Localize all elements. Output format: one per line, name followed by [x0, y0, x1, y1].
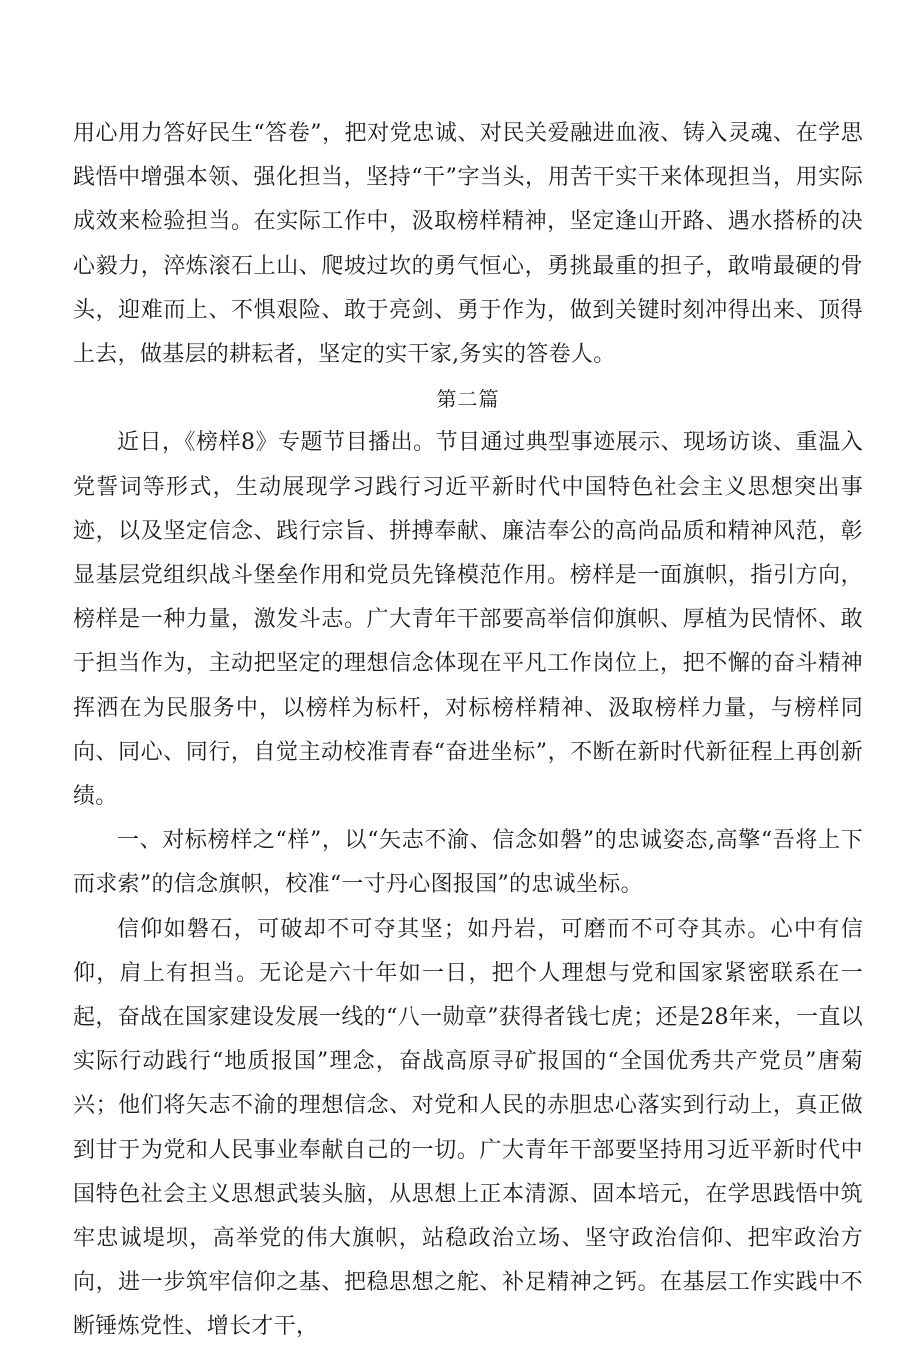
paragraph-2: 一、对标榜样之“样”，以“矢志不渝、信念如磐”的忠诚姿态,高擎“吾将上下而求索”的信念旗帜，校准“一寸丹心图报国”的忠诚坐标。: [73, 828, 863, 898]
paragraph-1: 近日，《榜样8》专题节目播出。节目通过典型事迹展示、现场访谈、重温入党誓词等形式，生动展现学习践行习近平新时代中国特色社会主义思想突出事迹，以及坚定信念、践行宗旨、拼搏奉献、廉洁奉公的高尚品质和精神风范，彰显基层党组织战斗堡垒作用和党员先锋模范作用。榜样是一面旗帜，指引方向，榜样是一种力量，激发斗志。广大青年干部要高举信仰旗帜、厚植为民情怀、敢于担当作为，主动把坚定的理想信念体现在平凡工作岗位上，把不懈的奋斗精神挥洒在为民服务中，以榜样为标杆，对标榜样精神、汲取榜样力量，与榜样同向、同心、同行，自觉主动校准青春“奋进坐标”，不断在新时代新征程上再创新绩。: [73, 430, 863, 810]
section-title: 第二篇: [436, 387, 500, 412]
document-body: [73, 112, 863, 1350]
paragraph-3: 信仰如磐石，可破却不可夺其坚；如丹岩，可磨而不可夺其赤。心中有信仰，肩上有担当。无论是六十年如一日，把个人理想与党和国家紧密联系在一起，奋战在国家建设发展一线的“八一勋章”获得者钱七虎；还是28年来，一直以实际行动践行“地质报国”理念，奋战高原寻矿报国的“全国优秀共产党员”唐菊兴；他们将矢志不渝的理想信念、对党和人民的赤胆忠心落实到行动上，真正做到甘于为党和人民事业奉献自己的一切。广大青年干部要坚持用习近平新时代中国特色社会主义思想武装头脑，从思想上正本清源、固本培元，在学思践悟中筑牢忠诚堤坝，高举党的伟大旗帜，站稳政治立场、坚守政治信仰、把牢政治方向，进一步筑牢信仰之基、把稳思想之舵、补足精神之钙。在基层工作实践中不断锤炼党性、增长才干，: [73, 916, 863, 1340]
intro-paragraph: 用心用力答好民生“答卷”，把对党忠诚、对民关爱融进血液、铸入灵魂、在学思践悟中增强本领、强化担当，坚持“干”字当头，用苦干实干来体现担当，用实际成效来检验担当。在实际工作中，汲取榜样精神，坚定逢山开路、遇水搭桥的决心毅力，淬炼滚石上山、爬坡过坎的勇气恒心，勇挑最重的担子，敢啃最硬的骨头，迎难而上、不惧艰险、敢于亮剑、勇于作为，做到关键时刻冲得出来、顶得上去，做基层的耕耘者，坚定的实干家,务实的答卷人。: [73, 121, 863, 368]
